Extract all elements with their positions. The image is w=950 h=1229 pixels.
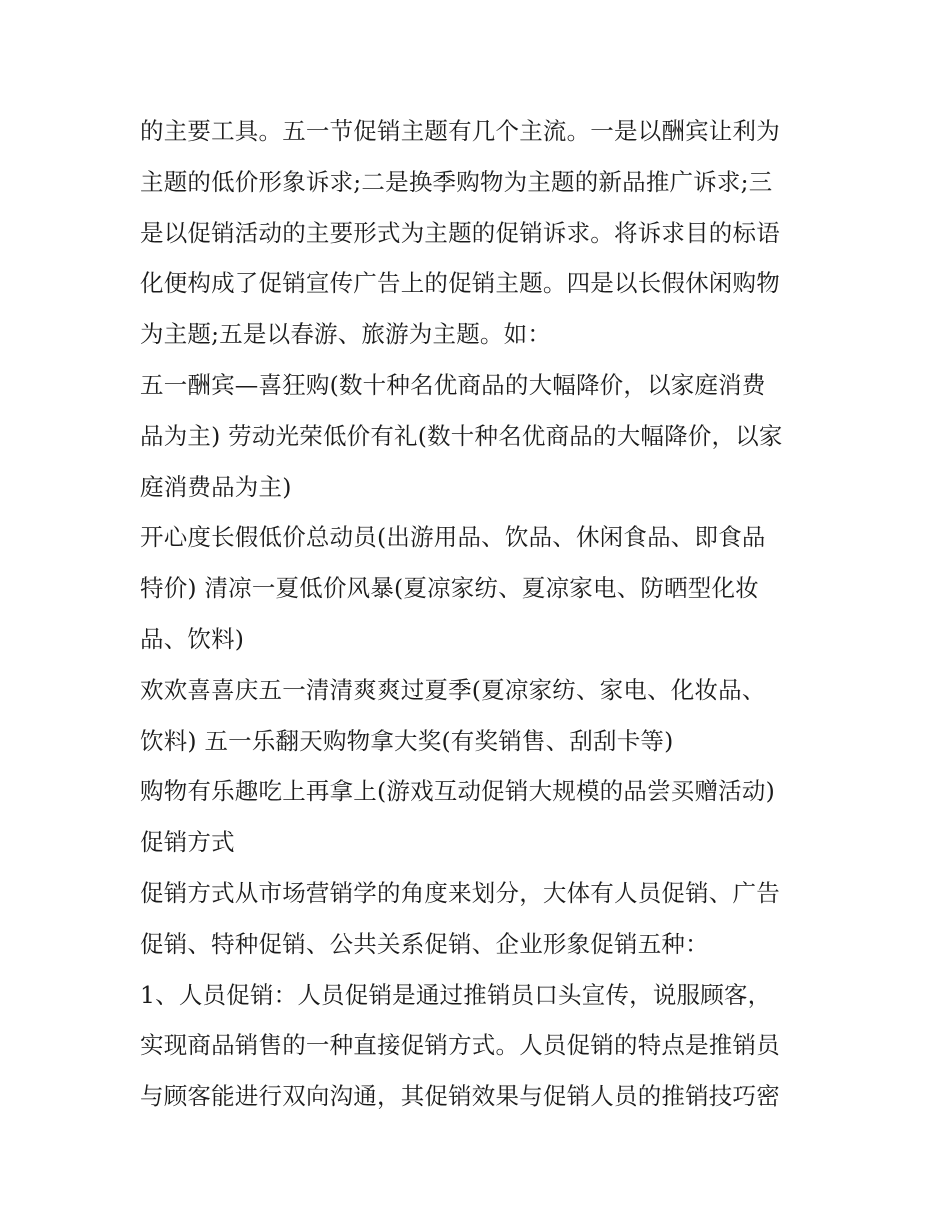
- text-line-13: 饮料) 五一乐翻天购物拿大奖(有奖销售、刮刮卡等): [140, 726, 674, 755]
- text-line-1: 的主要工具。五一节促销主题有几个主流。一是以酬宾让利为: [140, 117, 780, 145]
- text-line-12: 欢欢喜喜庆五一清清爽爽过夏季(夏凉家纺、家电、化妆品、: [140, 675, 766, 704]
- text-line-16: 促销方式从市场营销学的角度来划分，大体有人员促销、广告: [140, 878, 780, 907]
- text-line-3: 是以促销活动的主要形式为主题的促销诉求。将诉求目的标语: [140, 218, 780, 247]
- text-line-9: 开心度长假低价总动员(出游用品、饮品、休闲食品、即食品: [140, 523, 766, 552]
- text-line-17: 促销、特种促销、公共关系促销、企业形象促销五种：: [140, 929, 709, 958]
- text-line-7: 品为主) 劳动光荣低价有礼(数十种名优商品的大幅降价，以家: [140, 421, 783, 450]
- text-line-4: 化便构成了促销宣传广告上的促销主题。四是以长假休闲购物: [140, 269, 780, 298]
- text-line-11: 品、饮料): [140, 624, 245, 653]
- text-line-8: 庭消费品为主): [140, 472, 292, 501]
- text-line-14: 购物有乐趣吃上再拿上(游戏互动促销大规模的品尝买赠活动): [140, 777, 775, 806]
- text-line-2: 主题的低价形象诉求;二是换季购物为主题的新品推广诉求;三: [140, 167, 773, 196]
- section-heading: 促销方式: [140, 828, 235, 857]
- text-line-20: 与顾客能进行双向沟通，其促销效果与促销人员的推销技巧密: [140, 1082, 780, 1111]
- text-line-6: 五一酬宾—喜狂购(数十种名优商品的大幅降价，以家庭消费: [140, 370, 766, 399]
- text-line-5: 为主题;五是以春游、旅游为主题。如：: [140, 320, 552, 349]
- text-line-18: 1、人员促销：人员促销是通过推销员口头宣传，说服顾客，: [140, 980, 772, 1009]
- text-line-10: 特价) 清凉一夏低价风暴(夏凉家纺、夏凉家电、防晒型化妆: [140, 574, 759, 603]
- text-line-19: 实现商品销售的一种直接促销方式。人员促销的特点是推销员: [140, 1031, 780, 1060]
- body-text: [140, 106, 820, 1122]
